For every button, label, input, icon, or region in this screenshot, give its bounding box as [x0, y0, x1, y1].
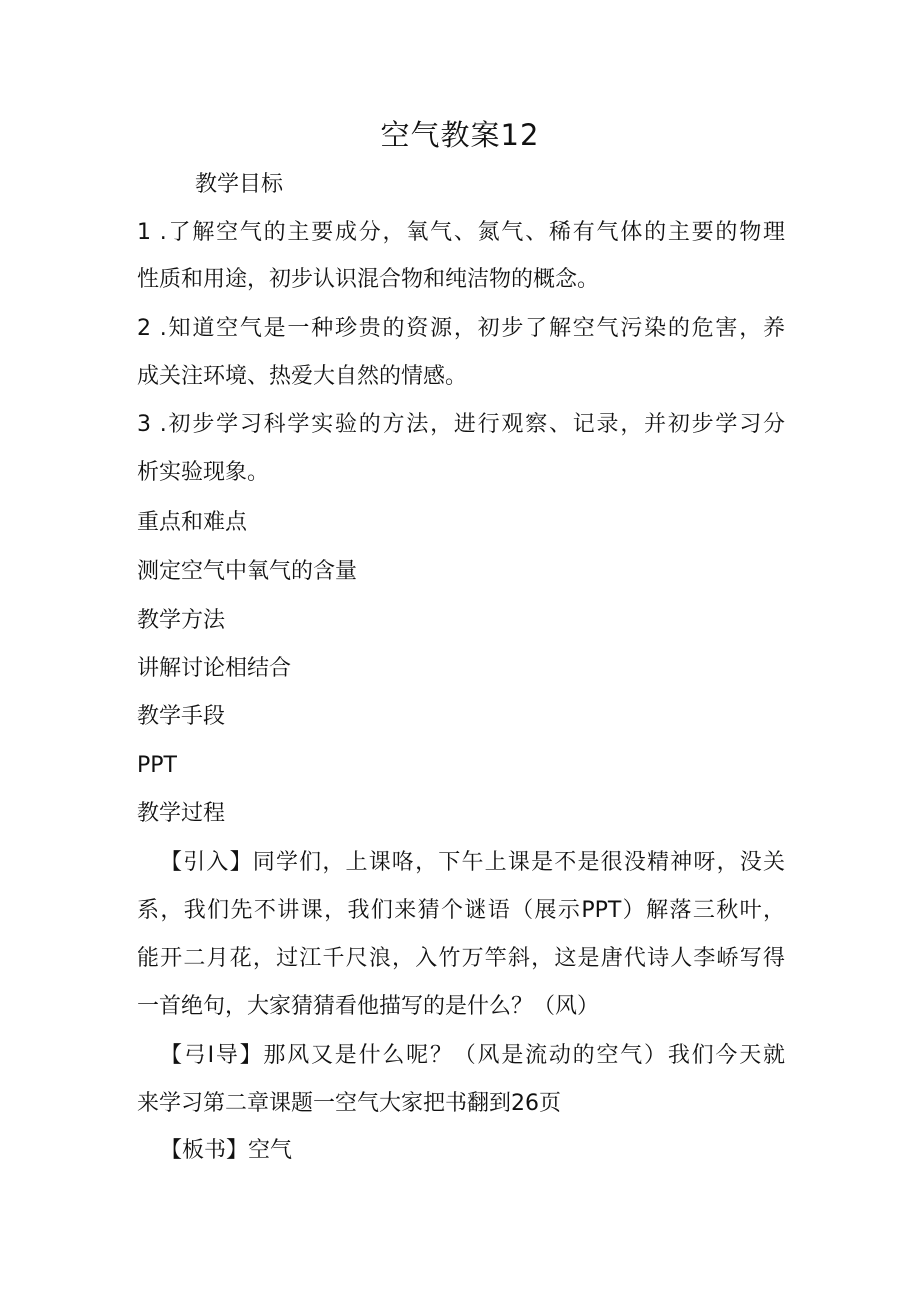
- heading-teaching-method: 教学方法: [137, 608, 226, 633]
- goal-1-line-2: 性质和用途，初步认识混合物和纯洁物的概念。: [137, 267, 600, 292]
- intro-line-1: 【引入】同学们，上课咯，下午上课是不是很没精神呀，没关: [160, 850, 785, 875]
- goal-2-line-2: 成关注环境、热爱大自然的情感。: [137, 364, 468, 389]
- teaching-method-text: 讲解讨论相结合: [137, 656, 292, 681]
- teaching-means-text: PPT: [137, 753, 177, 778]
- guide-line-1: 【弓I导】那风又是什么呢？（风是流动的空气）我们今天就: [160, 1043, 785, 1068]
- intro-line-4: 一首绝句，大家猜猜看他描写的是什么？（风）: [137, 994, 600, 1019]
- document-title: 空气教案12: [380, 118, 540, 152]
- guide-line-2: 来学习第二章课题一空气大家把书翻到26页: [137, 1091, 561, 1116]
- goal-3-line-1: 3 .初步学习科学实验的方法，进行观察、记录，并初步学习分: [137, 412, 785, 437]
- heading-teaching-means: 教学手段: [137, 704, 226, 729]
- key-points-text: 测定空气中氧气的含量: [137, 559, 358, 584]
- heading-key-points: 重点和难点: [137, 510, 248, 535]
- blackboard-line: 【板书】空气: [160, 1138, 293, 1163]
- heading-teaching-goals: 教学目标: [195, 172, 284, 197]
- intro-line-2: 系，我们先不讲课，我们来猜个谜语（展示PPT）解落三秋叶，: [137, 898, 785, 923]
- goal-1-line-1: 1 .了解空气的主要成分，氧气、氮气、稀有气体的主要的物理: [137, 220, 785, 245]
- intro-line-3: 能开二月花，过江千尺浪，入竹万竿斜，这是唐代诗人李峤写得: [137, 946, 785, 971]
- goal-2-line-1: 2 .知道空气是一种珍贵的资源，初步了解空气污染的危害，养: [137, 316, 785, 341]
- heading-teaching-process: 教学过程: [137, 801, 226, 826]
- goal-3-line-2: 析实验现象。: [137, 460, 270, 485]
